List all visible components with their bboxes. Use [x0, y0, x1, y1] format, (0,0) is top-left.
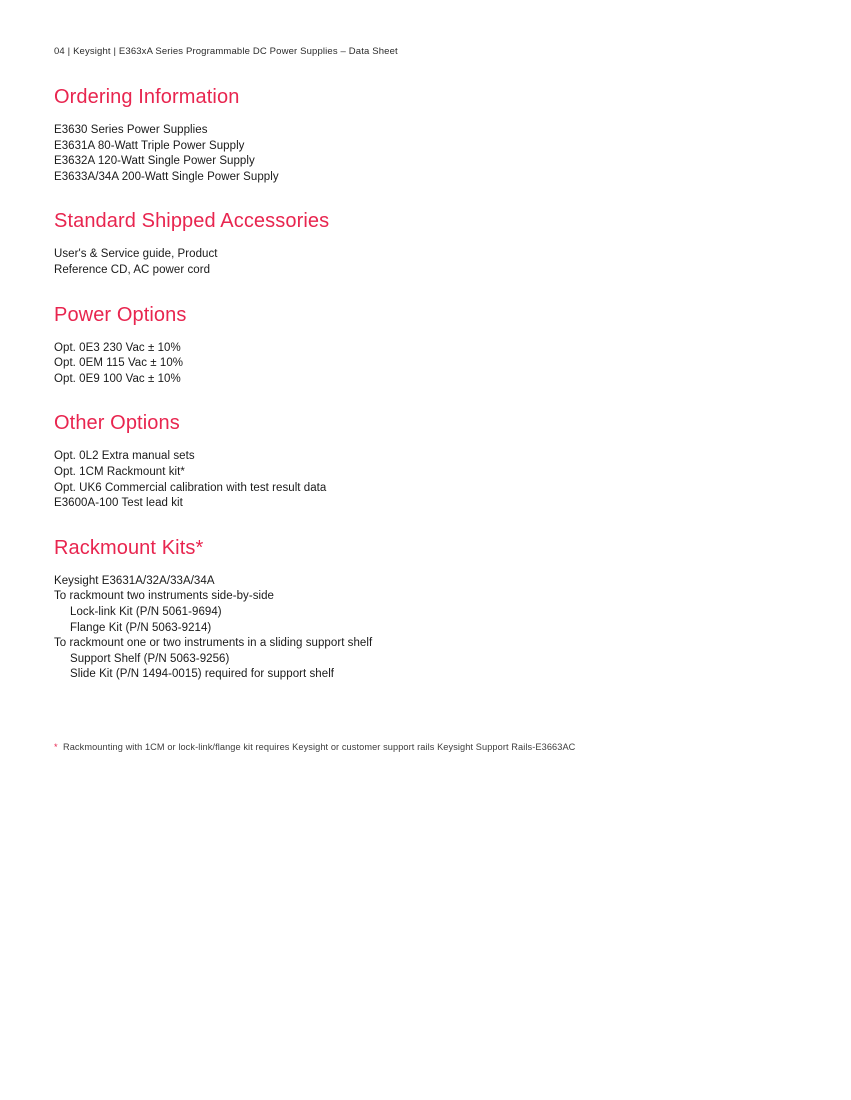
section-title-rackmount-kits: Rackmount Kits* [54, 536, 204, 559]
body-line: Opt. 0E3 230 Vac ± 10% [54, 341, 181, 354]
spacer [54, 233, 797, 247]
spacer [54, 185, 797, 209]
section-title-other-options: Other Options [54, 412, 180, 435]
body-line: E3630 Series Power Supplies [54, 124, 208, 136]
footnote-marker: * [54, 742, 58, 752]
body-line: Slide Kit (P/N 1494-0015) required for support shelf [70, 668, 335, 681]
body-line: Support Shelf (P/N 5063-9256) [70, 652, 230, 665]
spacer [54, 327, 797, 341]
body-line: Opt. 1CM Rackmount kit* [54, 465, 185, 478]
body-line: Opt. 0EM 115 Vac ± 10% [54, 357, 184, 370]
footnote [54, 742, 575, 752]
body-line: Keysight E3631A/32A/33A/34A [54, 574, 215, 587]
body-line: Opt. UK6 Commercial calibration with test result data [54, 481, 327, 494]
section-body-standard-shipped-accessories [54, 247, 797, 278]
body-line: E3632A 120-Watt Single Power Supply [54, 155, 255, 168]
section-title-standard-shipped-accessories: Standard Shipped Accessories [54, 210, 330, 233]
body-line: E3633A/34A 200-Watt Single Power Supply [54, 170, 279, 183]
section-body-other-options [54, 449, 797, 511]
section-title-ordering-information: Ordering Information [54, 86, 240, 108]
spacer [54, 435, 797, 449]
spacer [54, 109, 797, 123]
body-line: Reference CD, AC power cord [54, 263, 211, 276]
spacer [54, 387, 797, 411]
page-header: 04 | Keysight | E363xA Series Programmable DC Power Supplies – Data Sheet [54, 46, 398, 57]
spacer [54, 279, 797, 303]
spacer [54, 512, 797, 536]
body-line: Lock-link Kit (P/N 5061-9694) [70, 605, 222, 618]
body-line: User's & Service guide, Product [54, 248, 218, 261]
section-body-rackmount-kits [54, 574, 797, 683]
section-body-ordering-information [54, 123, 797, 185]
section-title-power-options: Power Options [54, 303, 187, 326]
body-line: To rackmount two instruments side-by-side [54, 590, 274, 603]
body-line: To rackmount one or two instruments in a sliding support shelf [54, 637, 373, 650]
body-line: Opt. 0E9 100 Vac ± 10% [54, 372, 181, 385]
body-line: Opt. 0L2 Extra manual sets [54, 450, 195, 463]
footnote-text: Rackmounting with 1CM or lock-link/flange kit requires Keysight or customer support rails Keysight Support Rails-E3663AC [57, 742, 576, 752]
body-line: Flange Kit (P/N 5063-9214) [70, 621, 212, 634]
section-body-power-options [54, 341, 797, 388]
spacer [54, 57, 797, 85]
body-line: E3600A-100 Test lead kit [54, 497, 183, 510]
body-line: E3631A 80-Watt Triple Power Supply [54, 139, 245, 152]
spacer [54, 560, 797, 574]
